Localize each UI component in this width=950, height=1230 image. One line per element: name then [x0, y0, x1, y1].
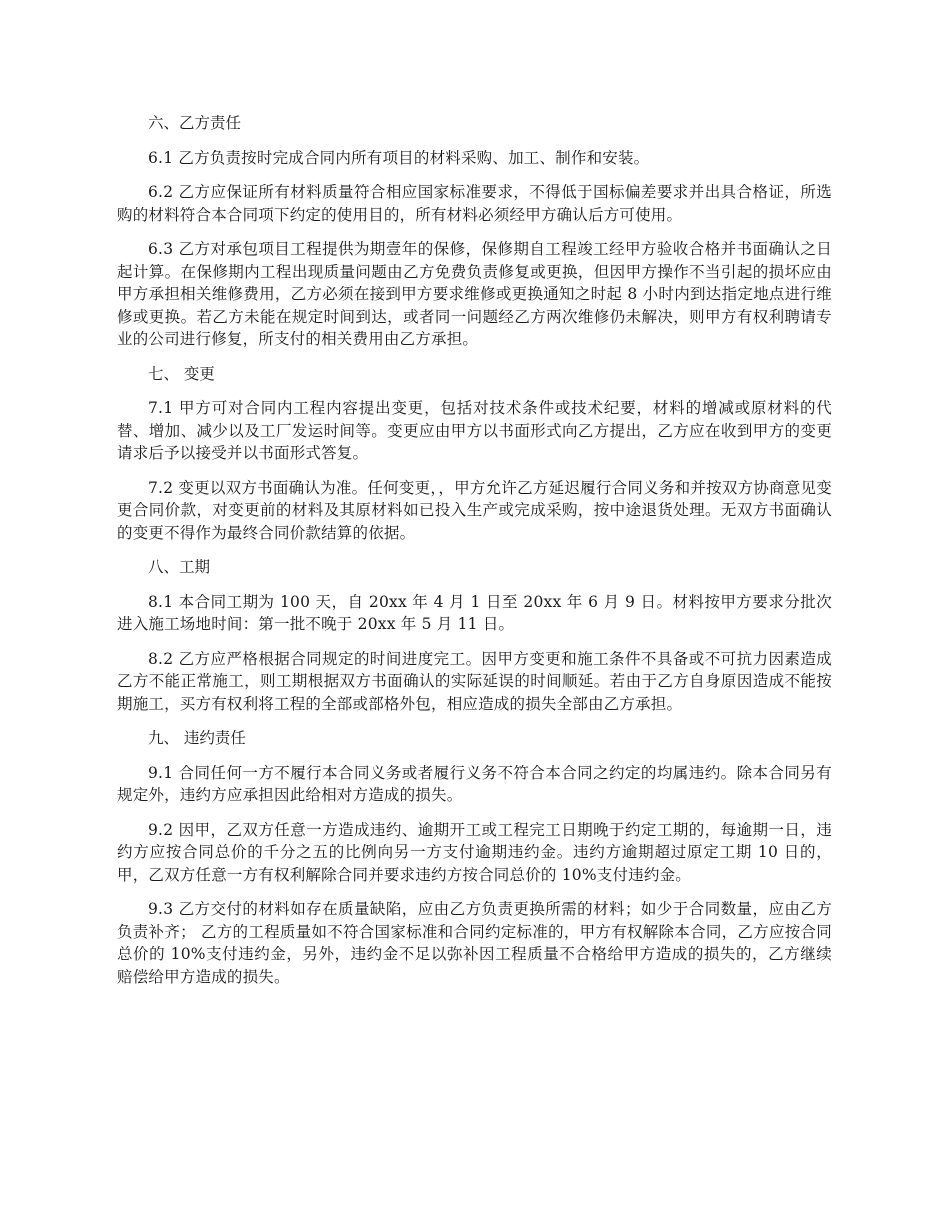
clause-8-2: 8.2 乙方应严格根据合同规定的时间进度完工。因甲方变更和施工条件不具备或不可抗力因素造成乙方不能正常施工，则工期根据双方书面确认的实际延误的时间顺延。若由于乙方自身原因造成不能按期施工，买方有权利将工程的全部或部格外包，相应造成的损失全部由乙方承担。	[117, 649, 832, 713]
clause-6-1: 6.1 乙方负责按时完成合同内所有项目的材料采购、加工、制作和安装。	[148, 148, 650, 167]
section-heading-6: 六、乙方责任	[148, 114, 242, 132]
clause-9-2: 9.2 因甲，乙双方任意一方造成违约、逾期开工或工程完工日期晚于约定工期的，每逾期一日，违约方应按合同总价的千分之五的比例向另一方支付逾期违约金。违约方逾期超过原定工期 10 日的，甲，乙双方任意一方有权利解除合同并要求违约方按合同总价的 10%支付违约金。	[117, 820, 832, 884]
section-heading-7: 七、 变更	[148, 364, 215, 383]
clause-7-2: 7.2 变更以双方书面确认为准。任何变更，，甲方允许乙方延迟履行合同义务和并按双方协商意见变更合同价款，对变更前的材料及其原材料如已投入生产或完成采购，按中途退货处理。无双方书面确认的变更不得作为最终合同价款结算的依据。	[117, 478, 832, 542]
clause-6-3: 6.3 乙方对承包项目工程提供为期壹年的保修，保修期自工程竣工经甲方验收合格并书面确认之日起计算。在保修期内工程出现质量问题由乙方免费负责修复或更换，但因甲方操作不当引起的损坏应由甲方承担相关维修费用，乙方必须在接到甲方要求维修或更换通知之时起 8 小时内到达指定地点进行维修或更换。若乙方未能在规定时间到达，或者同一问题经乙方两次维修仍未解决，则甲方有权利聘请专业的公司进行修复，所支付的相关费用由乙方承担。	[117, 240, 832, 348]
clause-9-3: 9.3 乙方交付的材料如存在质量缺陷，应由乙方负责更换所需的材料；如少于合同数量，应由乙方负责补齐； 乙方的工程质量如不符合国家标准和合同约定标准的，甲方有权解除本合同，乙方应按合同总价的 10%支付违约金，另外，违约金不足以弥补因工程质量不合格给甲方造成的损失的，乙方继续赔偿给甲方造成的损失。	[117, 900, 832, 986]
clause-6-2: 6.2 乙方应保证所有材料质量符合相应国家标准要求，不得低于国标偏差要求并出具合格证，所选购的材料符合本合同项下约定的使用目的，所有材料必须经甲方确认后方可使用。	[117, 183, 832, 224]
section-heading-8: 八、工期	[148, 558, 211, 576]
document-page	[117, 112, 832, 1000]
section-heading-9: 九、 违约责任	[148, 729, 246, 747]
clause-7-1: 7.1 甲方可对合同内工程内容提出变更，包括对技术条件或技术纪要，材料的增减或原材料的代替、增加、减少以及工厂发运时间等。变更应由甲方以书面形式向乙方提出，乙方应在收到甲方的变更请求后予以接受并以书面形式答复。	[117, 399, 832, 462]
clause-8-1: 8.1 本合同工期为 100 天，自 20xx 年 4 月 1 日至 20xx 年 6 月 9 日。材料按甲方要求分批次进入施工场地时间：第一批不晚于 20xx 年 5 月 11 日。	[117, 592, 832, 633]
clause-9-1: 9.1 合同任何一方不履行本合同义务或者履行义务不符合本合同之约定的均属违约。除本合同另有规定外，违约方应承担因此给相对方造成的损失。	[117, 763, 832, 804]
